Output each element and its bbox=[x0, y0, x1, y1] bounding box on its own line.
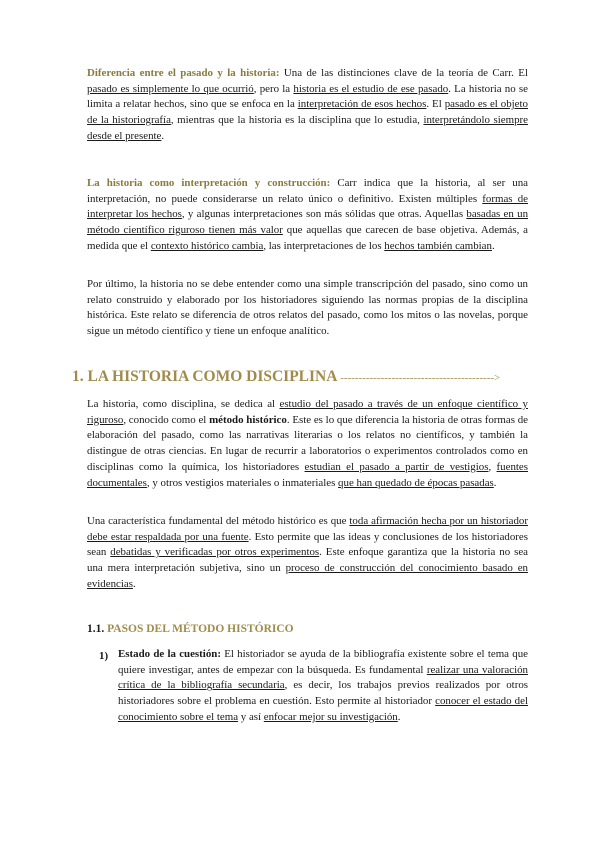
underlined-text: formas de interpretar los hechos bbox=[87, 192, 528, 221]
underlined-text: pasado es simplemente lo que ocurrió bbox=[87, 82, 254, 95]
text: . Este es lo que diferencia la historia de otras formas de elaboración del pasado, como las narrativas literarias o los relatos no científicos, y también la distingue de otras ciencias. En lugar de recurrir a laboratorios o experimentos controlados como en disciplinas como la química, los historiadores bbox=[87, 413, 529, 473]
underlined-text: enfocar mejor su investigación bbox=[263, 710, 398, 723]
text: , conocido como el bbox=[123, 413, 210, 426]
subsection-heading-pasos bbox=[87, 623, 294, 635]
subsection-number: 1.1. bbox=[87, 623, 105, 635]
text: Una característica fundamental del método histórico es que bbox=[87, 515, 350, 527]
list-item-estado-cuestion bbox=[118, 647, 528, 726]
section-title: 1. LA HISTORIA COMO DISCIPLINA bbox=[72, 368, 338, 385]
text: La historia, como disciplina, se dedica al bbox=[87, 398, 280, 410]
bold-text: método histórico bbox=[209, 413, 287, 426]
paragraph-pasado-historia bbox=[87, 66, 528, 145]
text: , bbox=[488, 460, 497, 473]
text: , las interpretaciones de los bbox=[263, 239, 385, 252]
text: , y otros vestigios materiales o inmateriales bbox=[146, 476, 339, 489]
underlined-text: estudio del pasado a través de un enfoque científico y riguroso bbox=[87, 398, 528, 426]
text: . La historia no se limita a relatar hechos, sino que se enfoca en la bbox=[87, 82, 528, 111]
subsection-title: PASOS DEL MÉTODO HISTÓRICO bbox=[104, 623, 294, 635]
text: . Esto permite que las ideas y conclusiones de los historiadores sean bbox=[87, 530, 528, 559]
text: , es decir, los trabajos previos realizados por otros historiadores sobre el problema en cuestión. Esto permite al historiador bbox=[118, 679, 529, 708]
paragraph-disciplina bbox=[87, 397, 528, 491]
text: que aquellas que carecen de base objetiva. Además, a medida que el bbox=[87, 224, 529, 252]
paragraph-heading: Diferencia entre el pasado y la historia: bbox=[87, 67, 280, 79]
underlined-text: pasado es el objeto de la historiografía bbox=[87, 98, 528, 127]
underlined-text: proceso de construcción del conocimiento basado en evidencias bbox=[87, 562, 528, 590]
underlined-text: historia es el estudio de ese pasado bbox=[293, 82, 449, 95]
underlined-text: hechos también cambian bbox=[384, 239, 492, 252]
text: Una de las distinciones clave de la teoría de Carr. El bbox=[279, 67, 528, 79]
paragraph-interpretacion bbox=[87, 176, 528, 255]
underlined-text: interpretación de esos hechos bbox=[297, 98, 427, 111]
text: . bbox=[397, 710, 401, 723]
underlined-text: debatidas y verificadas por otros experimentos bbox=[110, 546, 320, 559]
underlined-text: interpretándolo siempre desde el presente bbox=[87, 114, 528, 142]
list-item-label: Estado de la cuestión: bbox=[118, 648, 221, 660]
text: . Este enfoque garantiza que la historia no sea una mera interpretación subjetiva, sino un bbox=[87, 546, 528, 575]
text: , pero la bbox=[253, 82, 294, 95]
underlined-text: contexto histórico cambia bbox=[150, 239, 264, 252]
paragraph-heading: La historia como interpretación y construcción: bbox=[87, 177, 331, 189]
text: . bbox=[493, 476, 497, 489]
list-item-number: 1) bbox=[99, 650, 109, 662]
text: , y algunas interpretaciones son más sólidas que otras. Aquellas bbox=[181, 208, 467, 221]
text: . bbox=[132, 577, 136, 590]
text: Carr indica que la historia, al ser una interpretación, no puede considerarse un relato único o definitivo. Existen múltiples bbox=[87, 177, 529, 205]
underlined-text: fuentes documentales bbox=[87, 460, 528, 489]
paragraph-caracteristica bbox=[87, 514, 528, 593]
underlined-text: que han quedado de épocas pasadas bbox=[338, 476, 494, 489]
text: . bbox=[491, 239, 495, 252]
text: El historiador se ayuda de la bibliografía existente sobre el tema que quiere investigar, antes de empezar con la búsqueda. Es fundamental bbox=[118, 648, 528, 676]
section-heading-historia-disciplina bbox=[72, 368, 532, 386]
paragraph-por-ultimo: Por último, la historia no se debe entender como una simple transcripción del pasado, sino como un relato construido y elaborado por los historiadores siguiendo las normas propias de la disciplina histórica. Este relato se diferencia de otros relatos del pasado, como los mitos o las novelas, porque sigue un método científico y tiene un enfoque analítico. bbox=[87, 278, 528, 338]
underlined-text: basadas en un método científico riguroso tienen más valor bbox=[87, 208, 529, 237]
text: . bbox=[161, 129, 165, 142]
text: . El bbox=[426, 98, 445, 111]
text: , mientras que la historia es la disciplina que lo estudia, bbox=[170, 114, 424, 127]
underlined-text: realizar una valoración crítica de la bibliografía secundaria bbox=[118, 663, 528, 692]
underlined-text: conocer el estado del conocimiento sobre el tema bbox=[118, 695, 528, 723]
underlined-text: toda afirmación hecha por un historiador debe estar respaldada por una fuente bbox=[87, 515, 529, 543]
underlined-text: estudian el pasado a partir de vestigios bbox=[304, 460, 489, 473]
section-arrow: ------------------------------------------> bbox=[337, 372, 501, 384]
text: y así bbox=[238, 710, 264, 723]
